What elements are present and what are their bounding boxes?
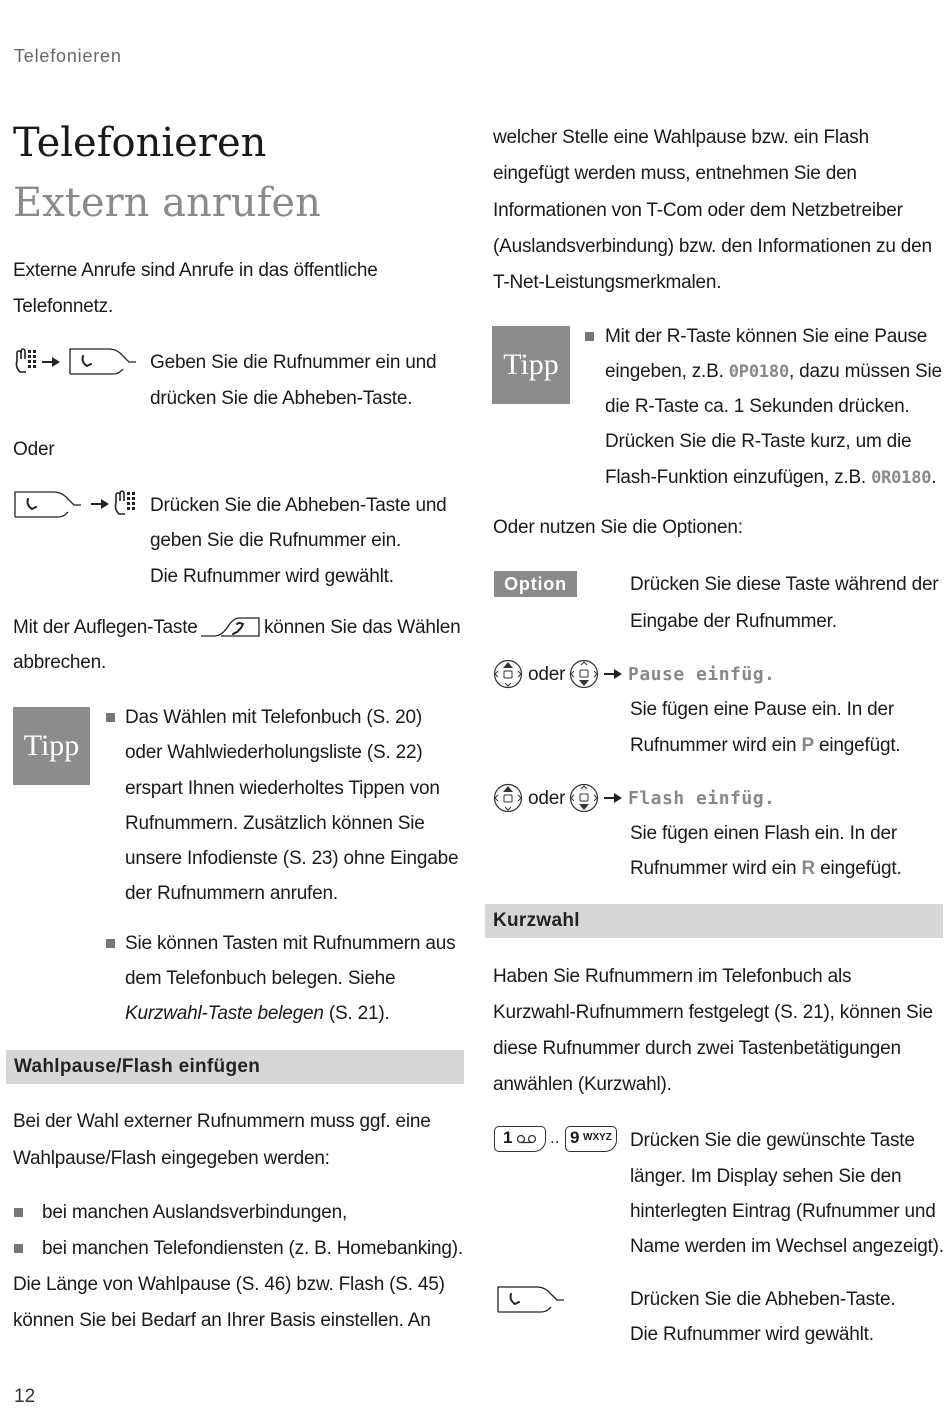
cont-line-4: (Auslandsverbindung) bzw. den Informationen zu den [493, 236, 932, 257]
key-range-dots: .. [550, 1128, 560, 1147]
tipp-badge: Tipp [492, 326, 570, 404]
arrow-right-icon [603, 668, 623, 680]
flash-menu-entry: Flash einfüg. [628, 788, 776, 809]
flash-text: Rufnummer wird ein [630, 858, 802, 879]
tipp1-line-6: der Rufnummern anrufen. [125, 883, 338, 904]
section-heading-kurzwahl: Kurzwahl [485, 904, 943, 938]
option-desc-line-1: Drücken Sie diese Taste während der [630, 574, 939, 595]
bullet-marker [106, 939, 115, 948]
intro-line-1: Externe Anrufe sind Anrufe in das öffentliche [13, 260, 378, 281]
pause-text: Rufnummer wird ein [630, 735, 802, 756]
tipp-right-text: Flash-Funktion einzufügen, z.B. [605, 467, 872, 488]
key-9-letters: WXYZ [583, 1132, 612, 1143]
arrow-right-icon [41, 356, 61, 368]
pause-line-1: Sie fügen eine Pause ein. In der [630, 699, 895, 720]
tipp-right-line-1: Mit der R-Taste können Sie eine Pause [605, 326, 928, 347]
cont-line-1: welcher Stelle eine Wahlpause bzw. ein Flash [493, 127, 869, 148]
keypad-icon [113, 489, 137, 517]
pause-line-2 [630, 728, 901, 764]
key-9-label: 9 [570, 1128, 580, 1147]
tipp-right-text: eingeben, z.B. [605, 361, 729, 382]
tipp-badge: Tipp [13, 707, 90, 785]
oder-label: oder [528, 788, 566, 809]
bullet-item-1: bei manchen Auslandsverbindungen, [42, 1202, 348, 1223]
para1-line-1: Bei der Wahl externer Rufnummern muss ggf. eine [13, 1111, 431, 1132]
kurz-para-line-2: Kurzwahl-Rufnummern festgelegt (S. 21), können Sie [493, 1002, 933, 1023]
voicemail-icon [516, 1134, 538, 1144]
key-1-label: 1 [503, 1128, 513, 1147]
step1-line-2: drücken Sie die Abheben-Taste. [150, 388, 413, 409]
tipp1-line-2: oder Wahlwiederholungsliste (S. 22) [125, 742, 423, 763]
running-head: Telefonieren [14, 46, 122, 66]
nav-key-down-icon[interactable] [569, 783, 599, 813]
step2-line-3: Die Rufnummer wird gewählt. [150, 566, 394, 587]
offhook-key-icon[interactable] [497, 1284, 565, 1314]
kurz-para-line-1: Haben Sie Rufnummern im Telefonbuch als [493, 966, 852, 987]
kurz-para-line-4: anwählen (Kurzwahl). [493, 1074, 672, 1095]
tipp-right-line-4: Drücken Sie die R-Taste kurz, um die [605, 431, 912, 452]
offhook-key-icon[interactable] [14, 489, 82, 519]
cancel-text-b: können Sie das Wählen [264, 617, 461, 638]
offhook-key-icon[interactable] [69, 346, 137, 376]
bullet-marker [14, 1244, 23, 1253]
section-heading-wahlpause: Wahlpause/Flash einfügen [6, 1050, 464, 1084]
para2-line-2: können Sie bei Bedarf an Ihrer Basis einstellen. An [13, 1310, 431, 1331]
key-9[interactable] [565, 1126, 617, 1152]
step1-line-1: Geben Sie die Rufnummer ein und [150, 352, 437, 373]
tipp-right-text: , dazu müssen Sie [788, 361, 942, 382]
tipp2-line-3 [125, 996, 390, 1032]
flash-line-1: Sie fügen einen Flash ein. In der [630, 823, 897, 844]
kurz-step1-line-1: Drücken Sie die gewünschte Taste [630, 1130, 915, 1151]
kurz-para-line-3: diese Rufnummer durch zwei Tastenbetätigungen [493, 1038, 901, 1059]
kurz-step2-line-1: Drücken Sie die Abheben-Taste. [630, 1289, 896, 1310]
arrow-right-icon [90, 498, 110, 510]
oder-label: Oder [13, 439, 55, 460]
kurz-step1-line-3: hinterlegten Eintrag (Rufnummer und [630, 1201, 936, 1222]
tipp1-line-5: unsere Infodienste (S. 23) ohne Eingabe [125, 848, 459, 869]
tipp-right-line-3: die R-Taste ca. 1 Sekunden drücken. [605, 396, 910, 417]
cancel-text-c: abbrechen. [13, 652, 107, 673]
nav-key-down-icon[interactable] [569, 659, 599, 689]
options-intro: Oder nutzen Sie die Optionen: [493, 517, 743, 538]
flash-char: R [801, 858, 816, 879]
tipp-right-line-5 [605, 460, 936, 497]
pause-text: eingefügt. [813, 735, 901, 756]
bullet-marker [106, 713, 115, 722]
cont-line-2: eingefügt werden muss, entnehmen Sie den [493, 163, 857, 184]
option-desc-line-2: Eingabe der Rufnummer. [630, 611, 837, 632]
tipp1-line-1: Das Wählen mit Telefonbuch (S. 20) [125, 707, 422, 728]
page-title: Telefonieren [13, 120, 267, 166]
arrow-right-icon [603, 792, 623, 804]
page-number: 12 [14, 1386, 36, 1407]
tipp2-line-2: dem Telefonbuch belegen. Siehe [125, 968, 396, 989]
bullet-item-2: bei manchen Telefondiensten (z. B. Homebanking). [42, 1238, 463, 1259]
flash-line-2 [630, 851, 902, 887]
cont-line-3: Informationen von T-Com oder dem Netzbetreiber [493, 200, 903, 221]
page-subtitle: Extern anrufen [13, 180, 321, 226]
tipp-right-text: . [931, 467, 937, 488]
tipp-right-line-2 [605, 354, 942, 391]
kurz-step1-line-2: länger. Im Display sehen Sie den [630, 1166, 902, 1187]
tipp1-line-4: Rufnummern. Zusätzlich können Sie [125, 813, 425, 834]
oder-label: oder [528, 664, 566, 685]
cont-line-5: T-Net-Leistungsmerkmalen. [493, 272, 722, 293]
para1-line-2: Wahlpause/Flash eingegeben werden: [13, 1148, 330, 1169]
page-reference: (S. 21). [323, 1003, 390, 1024]
step2-line-2: geben Sie die Rufnummer ein. [150, 530, 402, 551]
intro-line-2: Telefonnetz. [13, 296, 114, 317]
flash-text: eingefügt. [815, 858, 902, 879]
para2-line-1: Die Länge von Wahlpause (S. 46) bzw. Flash (S. 45) [13, 1274, 445, 1295]
tipp2-line-1: Sie können Tasten mit Rufnummern aus [125, 933, 456, 954]
nav-key-up-icon[interactable] [493, 783, 523, 813]
step2-line-1: Drücken Sie die Abheben-Taste und [150, 495, 447, 516]
pause-menu-entry: Pause einfüg. [628, 664, 776, 685]
keypad-icon [14, 347, 38, 375]
kurz-step1-line-4: Name werden im Wechsel angezeigt). [630, 1236, 944, 1257]
tipp1-line-3: erspart Ihnen wiederholtes Tippen von [125, 778, 440, 799]
bullet-marker [14, 1208, 23, 1217]
kurzwahl-reference: Kurzwahl-Taste belegen [125, 1003, 324, 1024]
option-button[interactable]: Option [494, 571, 577, 597]
pause-char: P [801, 735, 814, 756]
key-1[interactable] [494, 1126, 546, 1152]
onhook-key-icon[interactable] [199, 614, 261, 640]
flash-code: 0R0180 [871, 468, 932, 488]
pause-code: 0P0180 [728, 362, 789, 382]
nav-key-up-icon[interactable] [493, 659, 523, 689]
bullet-marker [585, 332, 594, 341]
cancel-text-a: Mit der Auflegen-Taste [13, 617, 198, 638]
kurz-step2-line-2: Die Rufnummer wird gewählt. [630, 1324, 874, 1345]
